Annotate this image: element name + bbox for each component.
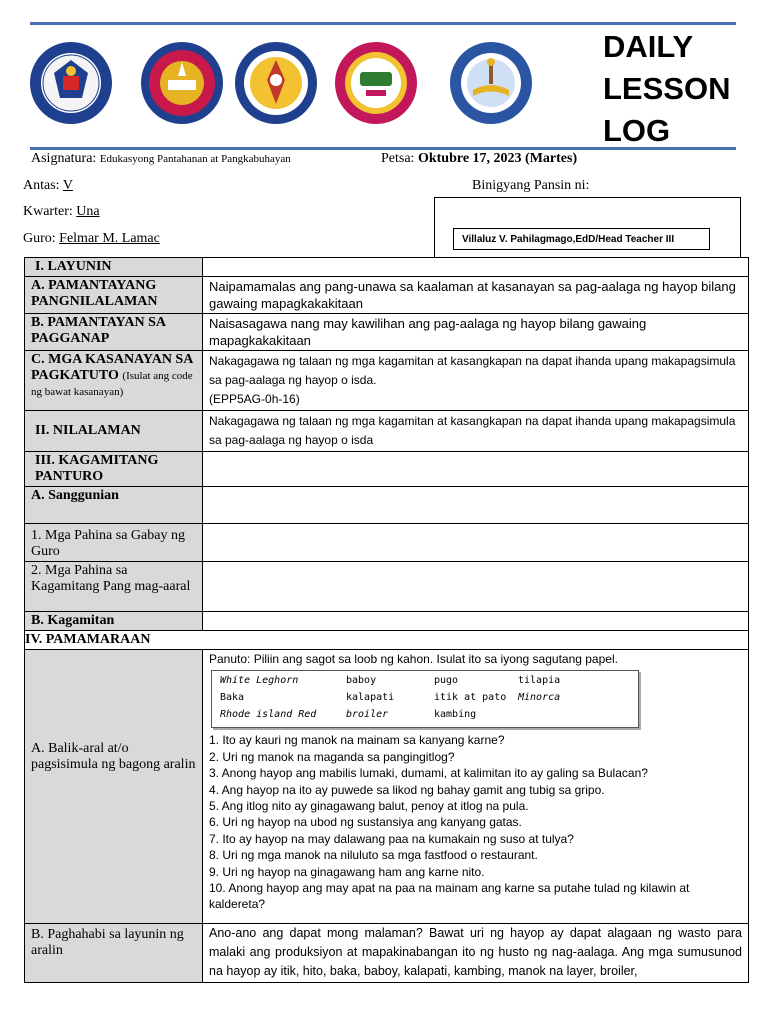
pansin-value: Villaluz V. Pahilagmago,EdD/Head Teacher III xyxy=(453,228,710,250)
kasanayan-title: C. MGA KASANAYAN SA PAGKATUTO xyxy=(31,352,193,383)
table-row xyxy=(25,562,749,612)
list-item: 1. Ito ay kauri ng manok na mainam sa kanyang karne? xyxy=(209,733,505,748)
top-border-bar xyxy=(30,22,736,25)
nilalaman-content: Nakagagawa ng talaan ng mga kagamitan at kasangkapan na dapat ihanda upang makapagsimula sa pag-aalaga ng hayop o isda xyxy=(203,411,749,452)
guro-label: Guro: xyxy=(23,231,56,246)
layunin-label: I. LAYUNIN xyxy=(25,258,203,277)
word-option: tilapia xyxy=(518,675,561,687)
table-row xyxy=(25,452,749,487)
kagamitan-label: B. Kagamitan xyxy=(25,612,203,631)
table-row xyxy=(25,277,749,314)
word-choice-box xyxy=(211,670,639,728)
kagamitan-content xyxy=(203,612,749,631)
kasanayan-code: (EPP5AG-0h-16) xyxy=(209,392,300,406)
word-option: pugo xyxy=(434,675,459,687)
title-line: LOG xyxy=(603,113,671,148)
paghahabi-content: Ano-ano ang dapat mong malaman? Bawat uri ng hayop ay dapat alagaan ng wasto para malaki ang produksiyon at mapakinabangan ito ng husto ng nag-aalaga. Ang mga sumusunod na hayop ay itik, hito, baka, baboy, kalapati, kambing, manok na layer, broiler, xyxy=(203,924,749,983)
pamantayang-pangnilalaman-content: Naipamamalas ang pang-unawa sa kaalaman at kasanayan sa pag-aalaga ng hayop bilang gawaing mapagkakakitaan xyxy=(203,277,749,314)
kasanayan-sa-pagkatuto-content xyxy=(203,351,749,411)
word-option: kambing xyxy=(434,709,477,721)
list-item: 8. Uri ng mga manok na niluluto sa mga fastfood o restaurant. xyxy=(209,848,538,863)
gabay-ng-guro-label: 1. Mga Pahina sa Gabay ng Guro xyxy=(25,524,203,562)
petsa-value: Oktubre 17, 2023 (Martes) xyxy=(417,151,578,166)
word-option: broiler xyxy=(346,709,389,721)
asignatura-value: Edukasyong Pantahanan at Pangkabuhayan xyxy=(99,153,291,165)
list-item: 3. Anong hayop ang mabilis lumaki, dumami, at kalimitan ito ay galing sa Bulacan? xyxy=(209,766,648,781)
table-row xyxy=(25,612,749,631)
table-row xyxy=(25,351,749,411)
word-option: Baka xyxy=(220,692,245,704)
sanggunian-label: A. Sanggunian xyxy=(25,487,203,524)
pansin-label: Binigyang Pansin ni: xyxy=(472,178,590,193)
balik-aral-content xyxy=(203,650,749,924)
kagamitang-pang-mag-aaral-content xyxy=(203,562,749,612)
list-item: 4. Ang hayop na ito ay puwede sa likod ng bahay gamit ang tubig sa gripo. xyxy=(209,782,605,797)
word-option: Minorca xyxy=(518,692,561,704)
kagamitang-panturo-label: III. KAGAMITANG PANTURO xyxy=(25,452,203,487)
petsa-label: Petsa: xyxy=(381,151,415,166)
title-line: LESSON xyxy=(603,71,731,106)
word-option: kalapati xyxy=(346,692,395,704)
table-row xyxy=(25,631,749,650)
list-item: 9. Uri ng hayop na ginagawang ham ang karne nito. xyxy=(209,864,485,879)
lesson-log-table xyxy=(24,257,749,983)
antas-value: V xyxy=(62,178,73,193)
bangbang-elementary-school-seal-icon xyxy=(448,40,534,126)
paghahabi-label: B. Paghahabi sa layunin ng aralin xyxy=(25,924,203,983)
kasanayan-sa-pagkatuto-label xyxy=(25,351,203,411)
table-row xyxy=(25,650,749,924)
kasanayan-note: (Isulat ang code ng bawat kasanayan) xyxy=(31,370,193,398)
daily-lesson-log-title xyxy=(603,26,730,152)
panuto-text: Panuto: Piliin ang sagot sa loob ng kahon. Isulat ito sa iyong sagutang papel. xyxy=(209,652,618,666)
title-line: DAILY xyxy=(603,29,694,64)
asignatura-label: Asignatura: xyxy=(31,151,97,166)
sanggunian-content xyxy=(203,487,749,524)
gabay-ng-guro-content xyxy=(203,524,749,562)
kagamitang-panturo-content xyxy=(203,452,749,487)
antas-label: Antas: xyxy=(23,178,60,193)
pamantayang-pangnilalaman-label: A. PAMANTAYANG PANGNILALAMAN xyxy=(25,277,203,314)
pamantayan-sa-pagganap-label: B. PAMANTAYAN SA PAGGANAP xyxy=(25,314,203,351)
list-item: 2. Uri ng manok na maganda sa pangingitlog? xyxy=(209,749,455,764)
deped-region-iv-mimaropa-seal-icon xyxy=(139,40,225,126)
list-item: 7. Ito ay hayop na may dalawang paa na kumakain ng suso at tulya? xyxy=(209,831,574,846)
kagamitang-pang-mag-aaral-label: 2. Mga Pahina sa Kagamitang Pang mag-aaral xyxy=(25,562,203,612)
word-option: itik at pato xyxy=(434,692,507,704)
layunin-content xyxy=(203,258,749,277)
list-item: 10. Anong hayop ang may apat na paa na mainam ang karne sa putahe tulad ng kilawin at kaldereta? xyxy=(209,881,690,912)
pamamaraan-label: IV. PAMAMARAAN xyxy=(25,631,749,650)
table-row xyxy=(25,258,749,277)
table-row xyxy=(25,924,749,983)
antas-field xyxy=(23,178,73,194)
kwarter-label: Kwarter: xyxy=(23,204,73,219)
kwarter-field xyxy=(23,204,100,220)
guro-field xyxy=(23,231,160,247)
table-row xyxy=(25,411,749,452)
word-option: White Leghorn xyxy=(220,675,299,687)
word-option: baboy xyxy=(346,675,377,687)
kagawaran-ng-edukasyon-seal-icon xyxy=(28,40,114,126)
list-item: 5. Ang itlog nito ay ginagawang balut, penoy at itlog na pula. xyxy=(209,799,529,814)
table-row xyxy=(25,487,749,524)
kasanayan-text: Nakagagawa ng talaan ng mga kagamitan at kasangkapan na dapat ihanda upang makapagsimula sa pag-aalaga ng hayop o isda. xyxy=(209,354,736,387)
balik-aral-label: A. Balik-aral at/o pagsisimula ng bagong aralin xyxy=(25,650,203,924)
deped-division-of-marinduque-seal-icon xyxy=(233,40,319,126)
district-of-gasan-seal-icon xyxy=(333,40,419,126)
review-questions-list xyxy=(209,732,742,912)
pamantayan-sa-pagganap-content: Naisasagawa nang may kawilihan ang pag-aalaga ng hayop bilang gawaing mapagkakakitaan xyxy=(203,314,749,351)
list-item: 6. Uri ng hayop na ubod ng sustansiya ang kanyang gatas. xyxy=(209,815,522,830)
petsa-field xyxy=(381,151,577,167)
asignatura-field xyxy=(31,151,291,167)
kwarter-value: Una xyxy=(76,204,100,219)
table-row xyxy=(25,314,749,351)
word-option: Rhode island Red xyxy=(220,709,317,721)
guro-value: Felmar M. Lamac xyxy=(59,231,160,246)
nilalaman-label: II. NILALAMAN xyxy=(25,411,203,452)
table-row xyxy=(25,524,749,562)
